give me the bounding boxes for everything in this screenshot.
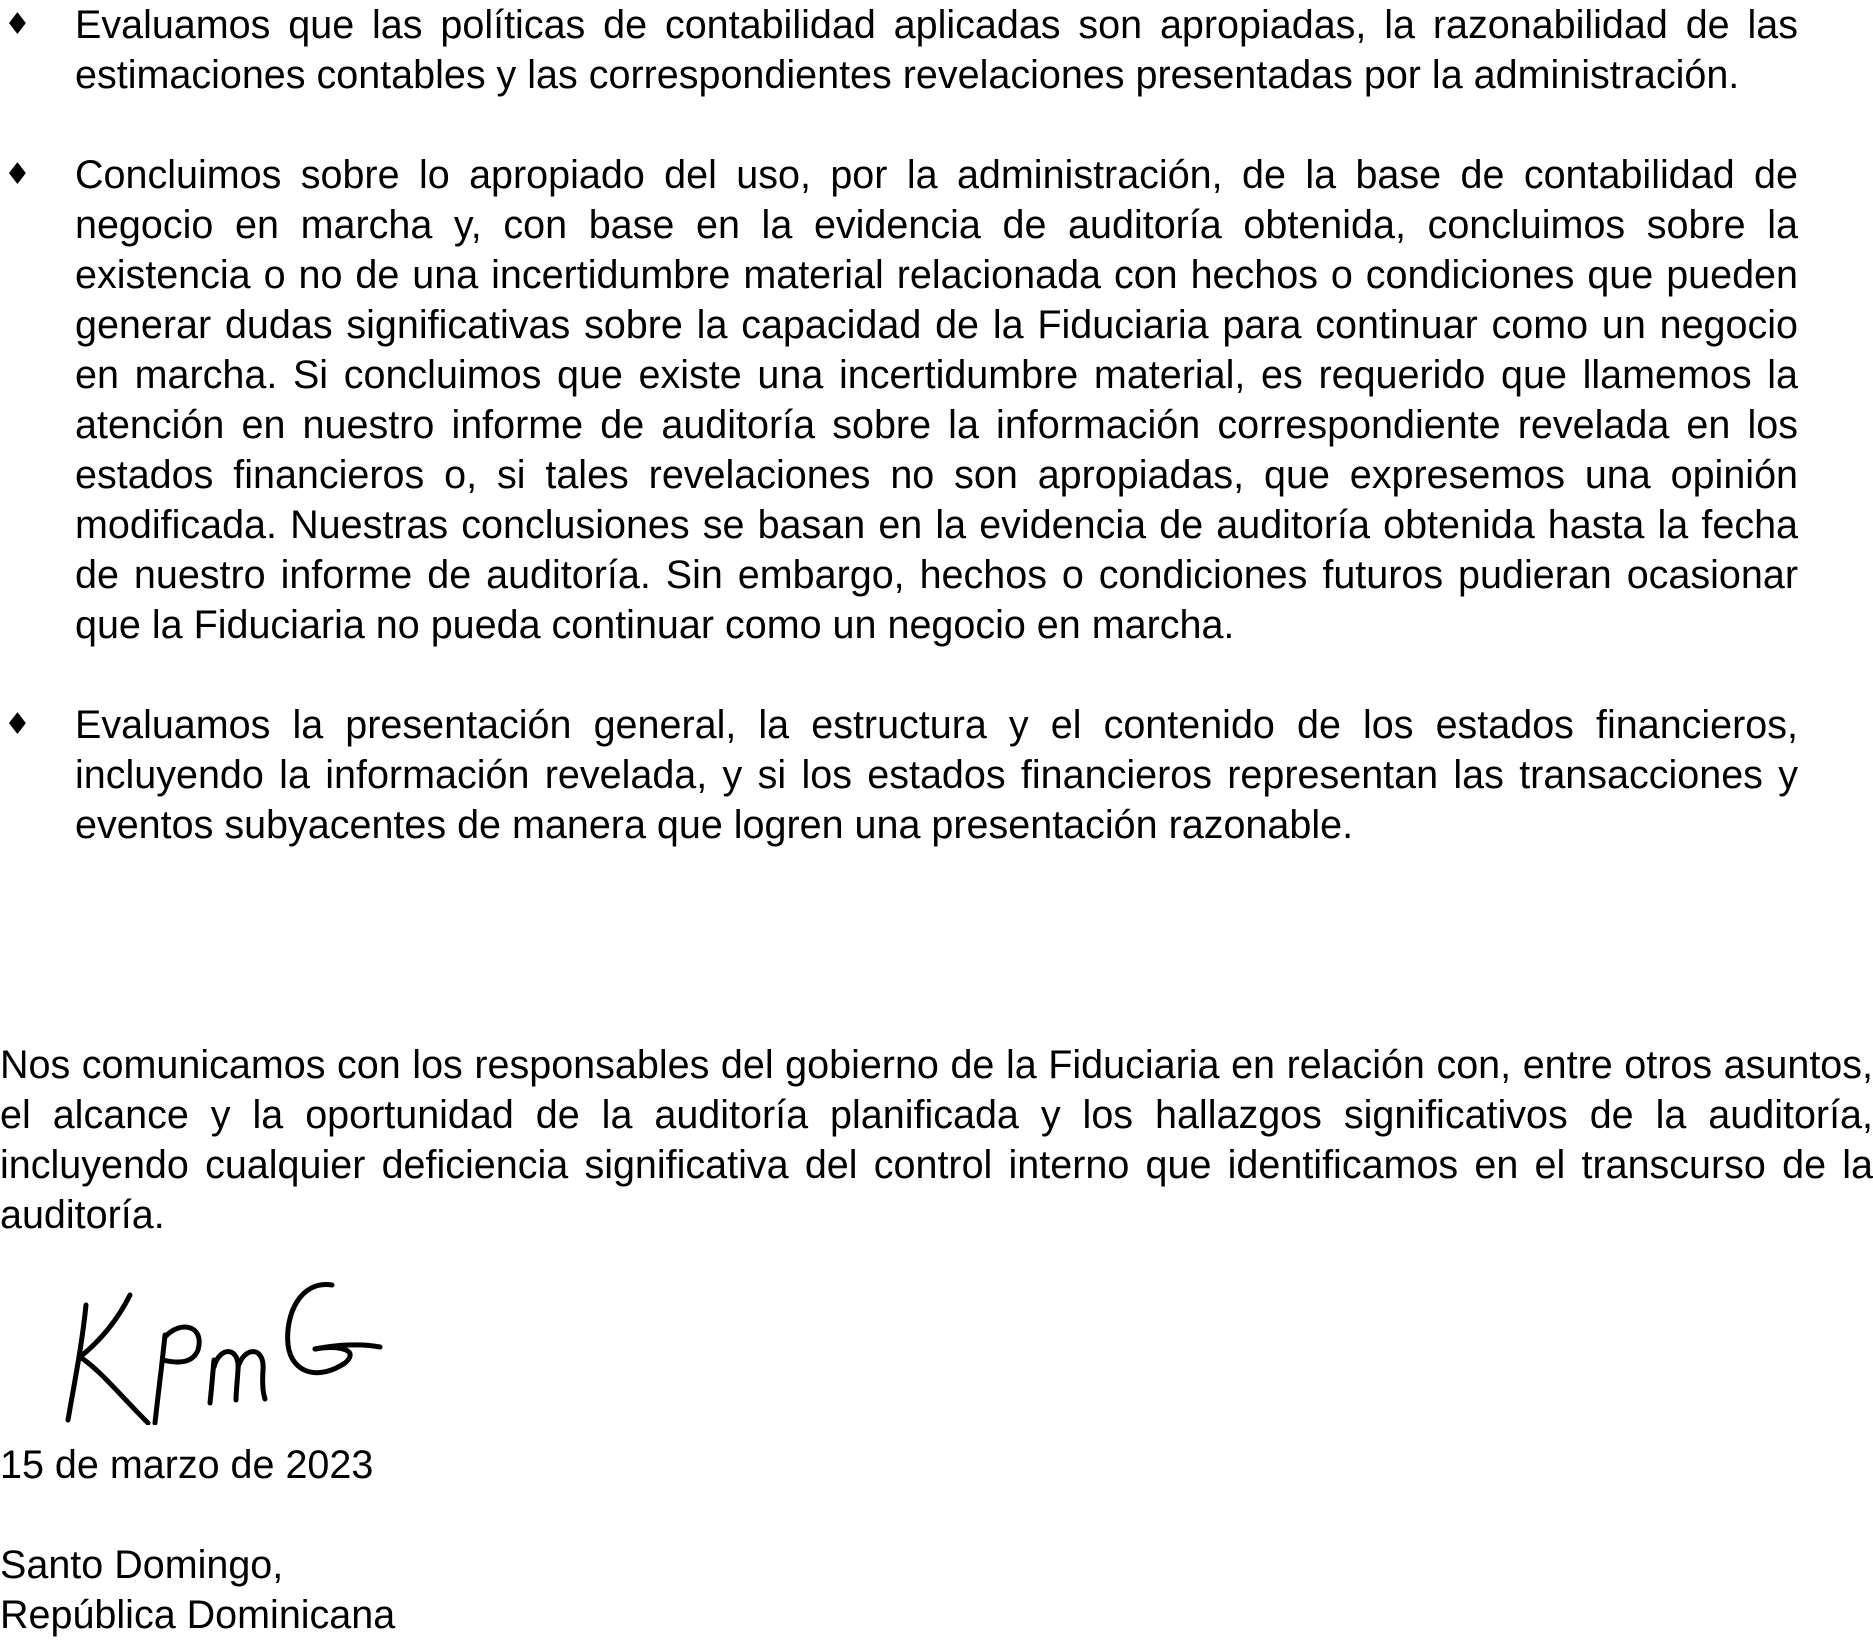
list-item bbox=[0, 700, 1798, 850]
bullet-text: Evaluamos que las políticas de contabilidad aplicadas son apropiadas, la razonabilidad de las estimaciones contables y las correspondientes revelaciones presentadas por la administración. bbox=[75, 3, 1798, 97]
location-city: Santo Domingo, bbox=[0, 1543, 284, 1587]
diamond-bullet-icon: ♦ bbox=[4, 7, 31, 42]
bullet-text: Concluimos sobre lo apropiado del uso, por la administración, de la base de contabilidad de negocio en marcha y, con base en la evidencia de auditoría obtenida, concluimos sobre la existencia o no de una incertidumbre material relacionada con hechos o condiciones que pueden generar dudas significativas sobre la capacidad de la Fiduciaria para continuar como un negocio en marcha. Si concluimos que existe una incertidumbre material, es requerido que llamemos la atención en nuestro informe de auditoría sobre la información correspondiente revelada en los estados financieros o, si tales revelaciones no son apropiadas, que expresemos una opinión modificada. Nuestras conclusiones se basan en la evidencia de auditoría obtenida hasta la fecha de nuestro informe de auditoría. Sin embargo, hechos o condiciones futuros pudieran ocasionar que la Fiduciaria no pueda continuar como un negocio en marcha. bbox=[75, 153, 1798, 647]
diamond-bullet-icon: ♦ bbox=[4, 707, 31, 742]
report-date: 15 de marzo de 2023 bbox=[0, 1443, 374, 1487]
closing-paragraph: Nos comunicamos con los responsables del gobierno de la Fiduciaria en relación con, entre otros asuntos, el alcance y la oportunidad de la auditoría planificada y los hallazgos significativos de la auditoría, incluyendo cualquier deficiencia significativa del control interno que identificamos en el transcurso de la auditoría. bbox=[0, 1043, 1873, 1237]
bullet-text: Evaluamos la presentación general, la estructura y el contenido de los estados financieros, incluyendo la información revelada, y si los estados financieros representan las transacciones y eventos subyacentes de manera que logren una presentación razonable. bbox=[75, 703, 1798, 847]
diamond-bullet-icon: ♦ bbox=[4, 157, 31, 192]
list-item bbox=[0, 150, 1798, 650]
kpmg-signature bbox=[60, 1275, 420, 1425]
location-country: República Dominicana bbox=[0, 1593, 396, 1637]
list-item bbox=[0, 0, 1798, 100]
report-location bbox=[0, 1540, 395, 1640]
